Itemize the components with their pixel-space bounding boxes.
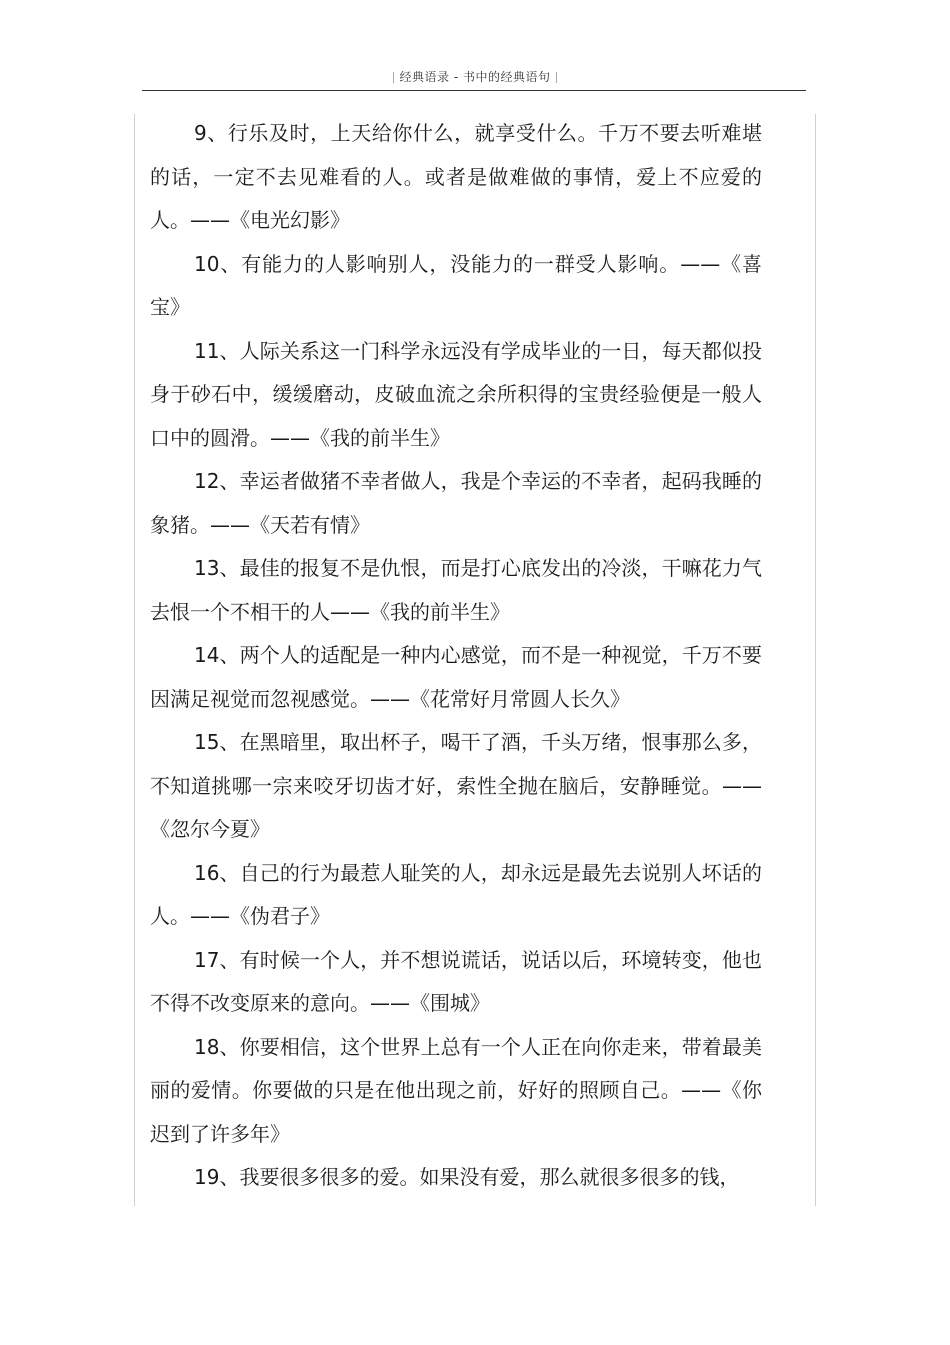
quote-paragraph: 18、你要相信，这个世界上总有一个人正在向你走来，带着最美丽的爱情。你要做的只是在他出现之前，好好的照顾自己。——《你迟到了许多年》 bbox=[150, 1034, 762, 1146]
quote-paragraph: 15、在黑暗里，取出杯子，喝干了酒，千头万绪，恨事那么多，不知道挑哪一宗来咬牙切齿才好，索性全抛在脑后，安静睡觉。——《忽尔今夏》 bbox=[150, 730, 762, 841]
quote-paragraph: 10、有能力的人影响别人，没能力的一群受人影响。——《喜宝》 bbox=[150, 251, 762, 319]
right-margin-line bbox=[815, 114, 816, 1206]
quote-paragraph: 16、自己的行为最惹人耻笑的人，却永远是最先去说别人坏话的人。——《伪君子》 bbox=[150, 860, 762, 928]
quote-paragraph: 11、人际关系这一门科学永远没有学成毕业的一日，每天都似投身于砂石中，缓缓磨动，皮破血流之余所积得的宝贵经验便是一般人口中的圆滑。——《我的前半生》 bbox=[150, 338, 762, 450]
quote-paragraph: 12、幸运者做猪不幸者做人，我是个幸运的不幸者，起码我睡的象猪。——《天若有情》 bbox=[150, 469, 762, 537]
body-text bbox=[150, 112, 762, 1200]
quote-paragraph: 14、两个人的适配是一种内心感觉，而不是一种视觉，千万不要因满足视觉而忽视感觉。——《花常好月常圆人长久》 bbox=[150, 643, 762, 711]
quote-paragraph: 13、最佳的报复不是仇恨，而是打心底发出的冷淡，干嘛花力气去恨一个不相干的人——《我的前半生》 bbox=[150, 556, 762, 624]
quote-paragraph: 17、有时候一个人，并不想说谎话，说话以后，环境转变，他也不得不改变原来的意向。——《围城》 bbox=[150, 947, 762, 1015]
left-margin-line bbox=[134, 114, 135, 1206]
page-header bbox=[0, 68, 950, 85]
header-title: 经典语录 - 书中的经典语句 bbox=[399, 70, 551, 84]
header-divider bbox=[393, 72, 394, 83]
quote-paragraph: 9、行乐及时，上天给你什么，就享受什么。千万不要去听难堪的话，一定不去见难看的人。或者是做难做的事情，爱上不应爱的人。——《电光幻影》 bbox=[150, 121, 762, 232]
quote-paragraph: 19、我要很多很多的爱。如果没有爱，那么就很多很多的钱， bbox=[194, 1165, 740, 1189]
header-divider bbox=[556, 72, 557, 83]
header-rule bbox=[142, 90, 806, 91]
